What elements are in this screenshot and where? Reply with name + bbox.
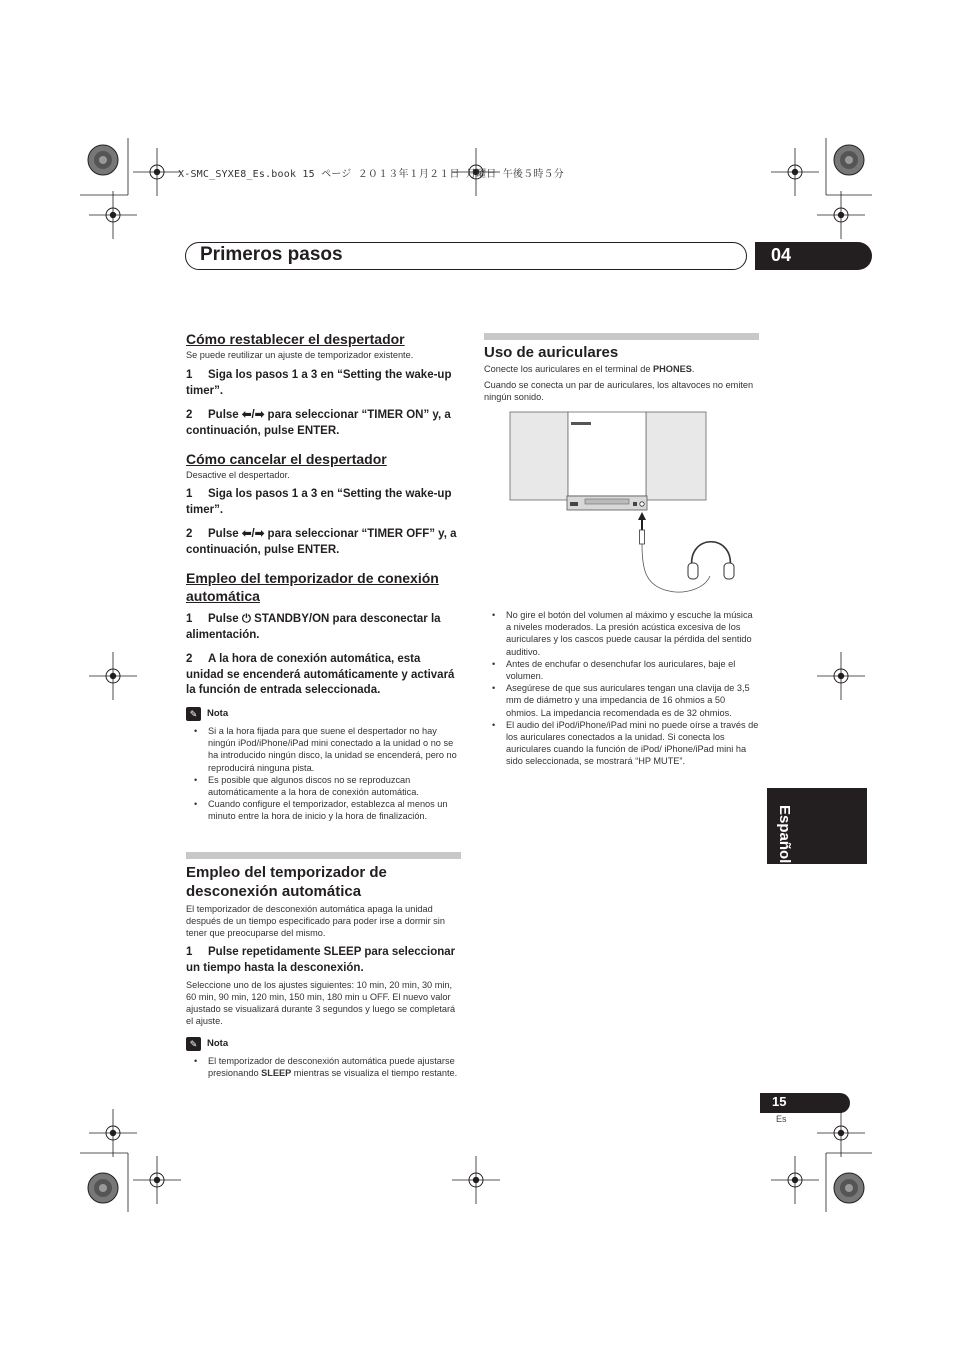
- page-language: Es: [776, 1114, 787, 1124]
- step-text: Siga los pasos 1 a 3 en “Setting the wake-up timer”.: [186, 369, 452, 397]
- section-heading-headphones: Uso de auriculares: [484, 344, 619, 361]
- step-text: Pulse ⬅/➡ para seleccionar “TIMER ON” y, a continuación, pulse ENTER.: [186, 409, 451, 437]
- step-number: 2: [186, 653, 193, 665]
- step-item: [186, 612, 461, 643]
- step-text: A la hora de conexión automática, esta unidad se encenderá automáticamente y activará la función de entrada seleccionada.: [186, 653, 455, 696]
- note-item: • Si a la hora fijada para que suene el despertador no hay ningún iPod/iPhone/iPad mini conectado a la unidad o no se ha introducido ningún disco, la unidad se encenderá, pero no reproducirá ninguna pista.: [186, 725, 461, 774]
- step-number: 1: [186, 946, 193, 958]
- section-intro: El temporizador de desconexión automática apaga la unidad después de un tiempo especificado para poder irse a dormir sin tener que preocuparse del mismo.: [186, 904, 445, 938]
- note-icon: ✎: [186, 1037, 201, 1051]
- paragraph-text: Conecte los auriculares en el terminal de: [484, 364, 654, 374]
- step-number: 1: [186, 613, 193, 625]
- paragraph: Cuando se conecta un par de auriculares, los altavoces no emiten ningún sonido.: [484, 380, 754, 402]
- step-item: [186, 652, 461, 699]
- section-intro: Se puede reutilizar un ajuste de temporizador existente.: [186, 350, 414, 360]
- step-item: [186, 527, 461, 558]
- section-heading-reset-alarm: Cómo restablecer el despertador: [186, 331, 405, 347]
- step-item: [186, 487, 461, 518]
- section-heading-cancel-alarm: Cómo cancelar el despertador: [186, 451, 387, 467]
- section-rule: [186, 852, 461, 859]
- step-text: Siga los pasos 1 a 3 en “Setting the wake-up timer”.: [186, 488, 452, 516]
- note-text: El temporizador de desconexión automática puede ajustarse presionando: [208, 1056, 455, 1079]
- step-number: 1: [186, 369, 193, 381]
- step-item: [186, 408, 461, 439]
- phones-label: PHONES: [653, 364, 692, 374]
- note-list: [186, 1055, 461, 1079]
- note-item: • Cuando configure el temporizador, establezca al menos un minuto entre la hora de inicio y la hora de finalización.: [186, 798, 461, 822]
- section-heading-auto-on-timer: Empleo del temporizador de conexión automática: [186, 570, 439, 604]
- print-header: X-SMC_SYXE8_Es.book 15 ページ ２０１３年１月２１日 月曜日 午後５時５分: [178, 169, 564, 180]
- step-number: 2: [186, 409, 193, 421]
- page-number: 15: [760, 1093, 850, 1113]
- step-description: Seleccione uno de los ajustes siguientes: 10 min, 20 min, 30 min, 60 min, 90 min, 120 min, 150 min, 180 min u OFF. El nuevo valor ajustado se visualizará durante 3 segundos y luego se completará el ajuste.: [186, 980, 456, 1026]
- note-bold: SLEEP: [261, 1068, 292, 1079]
- note-item: [186, 1055, 461, 1079]
- note-item: • Es posible que algunos discos no se reproduzcan automáticamente a la hora de conexión automática.: [186, 774, 461, 798]
- step-item: [186, 368, 461, 399]
- bullet-item: • El audio del iPod/iPhone/iPad mini no puede oírse a través de los auriculares conectados a la unidad. Si conecta los auriculares cuando la función de iPod/ iPhone/iPad mini ha sido seleccionada, se mostrará “HP MUTE”.: [484, 719, 759, 768]
- bullet-item: • Antes de enchufar o desenchufar los auriculares, baje el volumen.: [484, 658, 759, 682]
- chapter-title: Primeros pasos: [200, 244, 343, 265]
- note-icon: ✎: [186, 707, 201, 721]
- section-intro: Desactive el despertador.: [186, 470, 290, 480]
- headphones-bullet-list: [484, 609, 759, 768]
- bullet-item: • No gire el botón del volumen al máximo y escuche la música a niveles moderados. La presión acústica excesiva de los auriculares y los cascos puede causar la pérdida del sentido auditivo.: [484, 609, 759, 658]
- step-text: Pulse ⬅/➡ para seleccionar “TIMER OFF” y, a continuación, pulse ENTER.: [186, 528, 457, 556]
- paragraph-text: .: [691, 364, 695, 374]
- language-tab-label: Español: [776, 804, 793, 864]
- chapter-number: 04: [755, 242, 872, 270]
- paragraph: [484, 363, 759, 375]
- step-number: 2: [186, 528, 193, 540]
- step-text: Pulse repetidamente SLEEP para seleccionar un tiempo hasta la desconexión.: [186, 946, 456, 974]
- note-list: [186, 725, 461, 823]
- note-text: mientras se visualiza el tiempo restante.: [291, 1068, 458, 1079]
- step-text: Pulse ⏻ STANDBY/ON para desconectar la alimentación.: [186, 613, 441, 641]
- headphones-illustration: [505, 408, 745, 600]
- step-item: [186, 945, 461, 976]
- note-label: Nota: [207, 1038, 229, 1049]
- bullet-item: • Asegúrese de que sus auriculares tengan una clavija de 3,5 mm de diámetro y una impedancia de 16 ohmios a 50 ohmios. La impedancia recomendada es de 32 ohmios.: [484, 682, 759, 719]
- step-number: 1: [186, 488, 193, 500]
- section-heading-sleep-timer: Empleo del temporizador de desconexión automática: [186, 864, 387, 900]
- section-rule: [484, 333, 759, 340]
- note-label: Nota: [207, 708, 229, 719]
